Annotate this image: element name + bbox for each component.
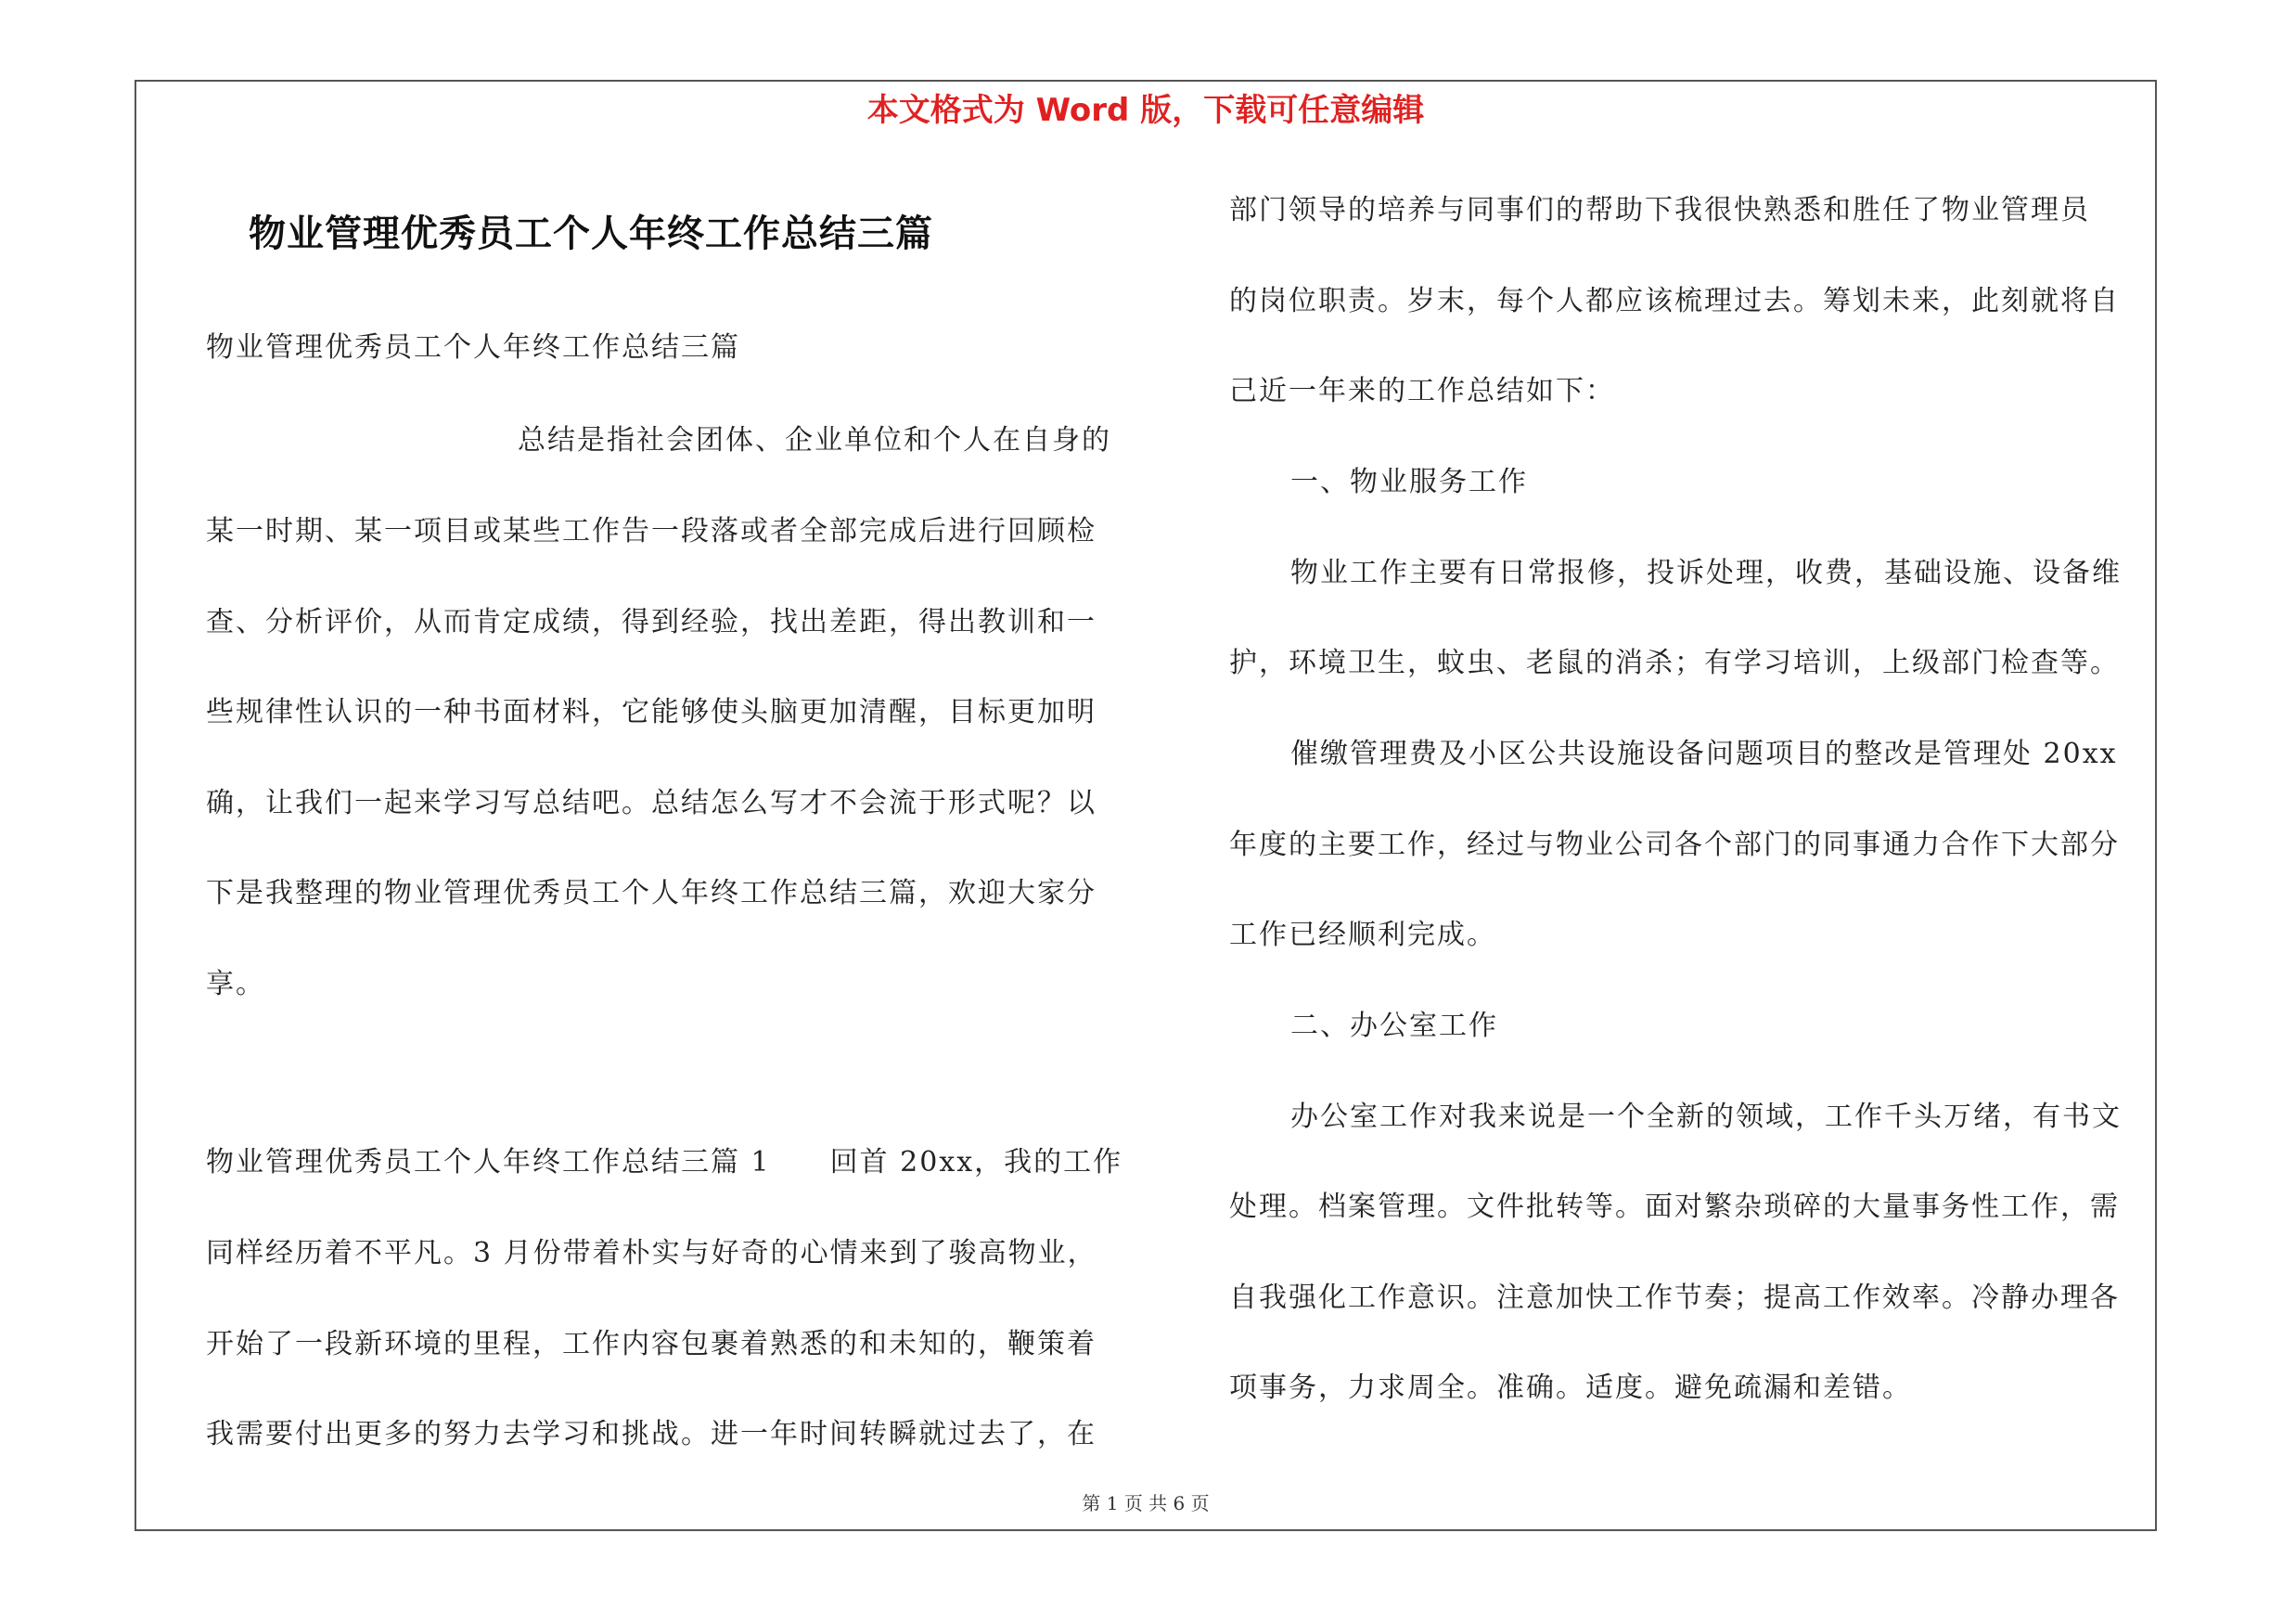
paragraph-line: 物业工作主要有日常报修，投诉处理，收费，基础设施、设备维 [1290,557,2122,589]
paragraph-line: 物业管理优秀员工个人年终工作总结三篇 1 回首 20xx，我的工作 [206,1146,1123,1179]
paragraph-line: 开始了一段新环境的里程，工作内容包裹着熟悉的和未知的，鞭策着 [206,1328,1097,1360]
paragraph-line: 办公室工作对我来说是一个全新的领域，工作千头万绪，有书文 [1290,1101,2122,1133]
paragraph-line: 查、分析评价，从而肯定成绩，得到经验，找出差距，得出教训和一 [206,606,1097,638]
paragraph-line: 己近一年来的工作总结如下： [1229,375,1615,407]
paragraph-line: 些规律性认识的一种书面材料，它能够使头脑更加清醒，目标更加明 [206,696,1097,728]
paragraph-line: 项事务，力求周全。准确。适度。避免疏漏和差错。 [1229,1372,1912,1404]
paragraph-line: 工作已经顺利完成。 [1229,919,1496,951]
paragraph-line: 某一时期、某一项目或某些工作告一段落或者全部完成后进行回顾检 [206,515,1097,547]
paragraph-line: 我需要付出更多的努力去学习和挑战。进一年时间转瞬就过去了，在 [206,1418,1097,1450]
paragraph-line: 确，让我们一起来学习写总结吧。总结怎么写才不会流于形式呢？以 [206,787,1097,819]
paragraph-line: 物业管理优秀员工个人年终工作总结三篇 [206,331,740,364]
paragraph-line: 同样经历着不平凡。3 月份带着朴实与好奇的心情来到了骏高物业， [206,1237,1097,1269]
paragraph-line: 处理。档案管理。文件批转等。面对繁杂琐碎的大量事务性工作，需 [1229,1191,2120,1223]
paragraph-line: 催缴管理费及小区公共设施设备问题项目的整改是管理处 20xx [1290,738,2118,770]
page-number-footer: 第 1 页 共 6 页 [1082,1492,1210,1514]
paragraph-line: 护，环境卫生，蚊虫、老鼠的消杀；有学习培训，上级部门检查等。 [1229,647,2120,679]
word-format-banner: 本文格式为 Word 版，下载可任意编辑 [866,92,1425,129]
section-heading: 二、办公室工作 [1290,1010,1498,1042]
document-title: 物业管理优秀员工个人年终工作总结三篇 [249,213,933,255]
paragraph-line: 总结是指社会团体、企业单位和个人在自身的 [518,424,1111,457]
paragraph-line: 享。 [206,968,265,1000]
paragraph-line: 的岗位职责。岁末，每个人都应该梳理过去。筹划未来，此刻就将自 [1229,285,2120,317]
paragraph-line: 下是我整理的物业管理优秀员工个人年终工作总结三篇，欢迎大家分 [206,877,1097,909]
paragraph-line: 自我强化工作意识。注意加快工作节奏；提高工作效率。冷静办理各 [1229,1282,2120,1314]
paragraph-line: 年度的主要工作，经过与物业公司各个部门的同事通力合作下大部分 [1229,829,2120,861]
paragraph-line: 部门领导的培养与同事们的帮助下我很快熟悉和胜任了物业管理员 [1229,194,2090,226]
section-heading: 一、物业服务工作 [1290,466,1528,498]
